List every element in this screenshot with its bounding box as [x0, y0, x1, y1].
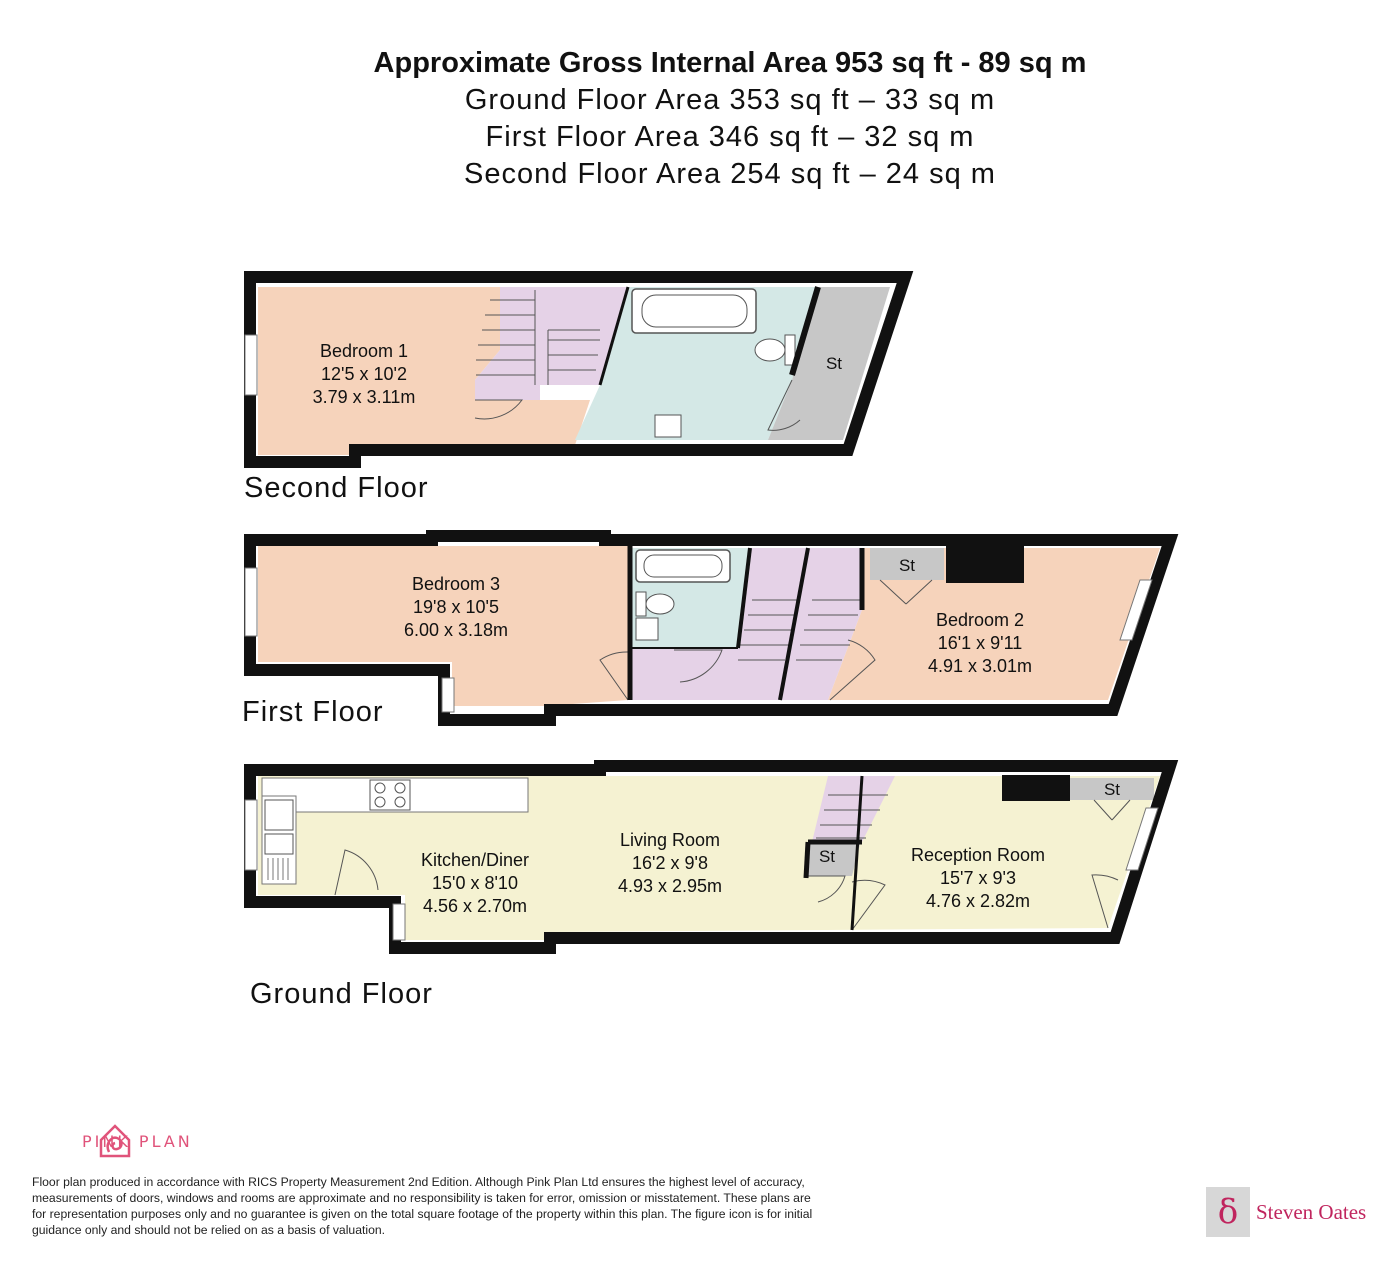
ground-floor-area: Ground Floor Area 353 sq ft – 33 sq m — [464, 84, 996, 116]
bedroom1-metric: 3.79 x 3.11m — [312, 387, 416, 407]
basin-icon — [636, 618, 658, 640]
reception-name: Reception Room — [910, 845, 1046, 865]
living-name: Living Room — [619, 830, 721, 850]
ground-floor-label: Ground Floor — [250, 978, 433, 1010]
bedroom3-imperial: 19'8 x 10'5 — [413, 597, 499, 617]
bedroom1-name: Bedroom 1 — [319, 341, 409, 361]
reception-imperial: 15'7 x 9'3 — [940, 868, 1016, 888]
bedroom1-imperial: 12'5 x 10'2 — [321, 364, 407, 384]
second-floor-area: Second Floor Area 254 sq ft – 24 sq m — [464, 158, 996, 190]
toilet-icon — [636, 592, 674, 616]
bedroom2-imperial: 16'1 x 9'11 — [937, 633, 1023, 653]
first-floor-label: First Floor — [242, 696, 384, 728]
window-icon — [442, 678, 454, 712]
bedroom3-metric: 6.00 x 3.18m — [403, 620, 509, 640]
chimney-breast — [946, 545, 1024, 583]
living-metric: 4.93 x 2.95m — [617, 876, 723, 896]
kitchen-metric: 4.56 x 2.70m — [422, 896, 528, 916]
disclaimer-text: Floor plan produced in accordance with RICS Property Measurement 2nd Edition. Although Pink Plan Ltd ensures the highest level of accuracy, measurements of doors, windows and rooms are approximate and no responsibility is taken for error, omission or misstatement. These plans are for representation purposes only and no guarantee is given on the total square footage of the property within this plan. The figure icon is for initial guidance only and should not be relied on as a basis of valuation. — [32, 1175, 813, 1237]
ground-store2-label: St — [1103, 780, 1121, 799]
basin-icon — [655, 415, 681, 437]
agent-name: Steven Oates — [1256, 1200, 1367, 1224]
window-icon — [245, 800, 257, 870]
living-imperial: 16'2 x 9'8 — [632, 853, 708, 873]
first-floor-area: First Floor Area 346 sq ft – 32 sq m — [485, 121, 975, 153]
kitchen-imperial: 15'0 x 8'10 — [432, 873, 518, 893]
first-floor — [242, 536, 1170, 728]
total-area: Approximate Gross Internal Area 953 sq ft - 89 sq m — [373, 47, 1087, 79]
chimney-breast — [1002, 775, 1070, 801]
second-floor-label: Second Floor — [244, 472, 429, 504]
sink-icon — [262, 796, 296, 884]
steven-oates-logo-icon: δ — [1217, 1192, 1239, 1232]
kitchen-name: Kitchen/Diner — [420, 850, 530, 870]
first-store-label: St — [898, 556, 916, 575]
bedroom2-name: Bedroom 2 — [935, 610, 1025, 630]
ground-store1-label: St — [818, 847, 836, 866]
second-store-label: St — [825, 354, 843, 373]
window-icon — [393, 904, 405, 940]
pink-plan-brand: PINK PLAN — [82, 1132, 193, 1151]
window-icon — [245, 335, 257, 395]
ground-floor — [245, 766, 1170, 1010]
window-icon — [245, 568, 257, 636]
second-floor — [244, 277, 905, 504]
reception-metric: 4.76 x 2.82m — [925, 891, 1031, 911]
bedroom3-name: Bedroom 3 — [411, 574, 501, 594]
bedroom2-metric: 4.91 x 3.01m — [927, 656, 1033, 676]
